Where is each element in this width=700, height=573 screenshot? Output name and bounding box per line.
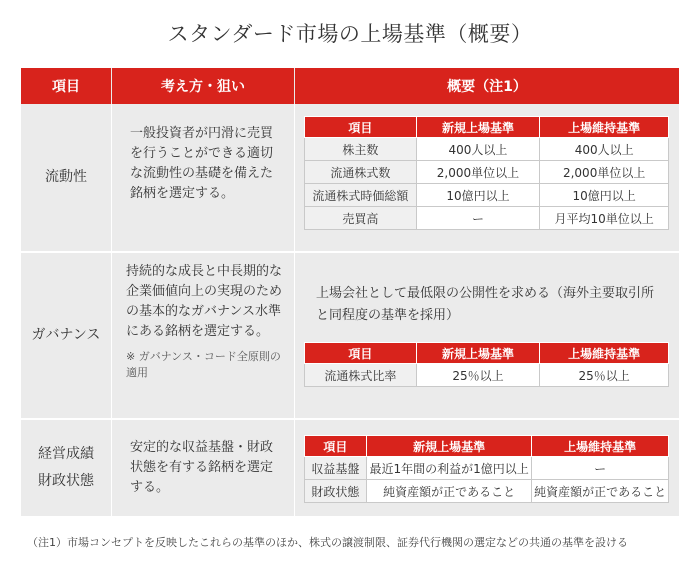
table-cell: 流通株式数 — [305, 161, 417, 184]
table-cell: 10億円以上 — [540, 184, 669, 207]
governance-summary: 上場会社として最低限の公開性を求める（海外主要取引所と同程度の基準を採用） — [316, 286, 655, 324]
table-cell: 流通株式比率 — [305, 364, 417, 387]
header-overview: 概要（注1） — [295, 68, 679, 104]
table-cell: 財政状態 — [305, 480, 367, 503]
table-row — [305, 184, 669, 207]
table-cell: 純資産額が正であること — [532, 480, 669, 503]
table-cell: 株主数 — [305, 138, 417, 161]
performance-criteria-table — [304, 435, 669, 503]
footnote: （注1）市場コンセプトを反映したこれらの基準のほか、株式の譲渡制限、証券代行機関の選定などの共通の基準を設ける — [27, 536, 628, 549]
table-header-cell: 新規上場基準 — [366, 436, 532, 457]
table-cell: 25％以上 — [416, 364, 540, 387]
row-divider — [21, 251, 679, 253]
row-divider — [21, 418, 679, 420]
table-cell: 25％以上 — [540, 364, 669, 387]
header-concept: 考え方・狙い — [112, 68, 294, 104]
table-header-cell: 新規上場基準 — [416, 117, 540, 138]
table-cell: 最近1年間の利益が1億円以上 — [366, 457, 532, 480]
table-header-cell: 上場維持基準 — [540, 117, 669, 138]
governance-description-block — [126, 262, 286, 382]
table-cell: 400人以上 — [540, 138, 669, 161]
governance-description: 持続的な成長と中長期的な企業価値向上の実現のための基本的なガバナンス水準にある銘柄を選定する。 — [126, 264, 283, 340]
row-label-line: 財政状態 — [38, 473, 94, 489]
table-header-cell: 項目 — [305, 117, 417, 138]
governance-criteria-table — [304, 342, 669, 387]
page-title: スタンダード市場の上場基準（概要） — [167, 22, 533, 46]
table-header-cell: 上場維持基準 — [532, 436, 669, 457]
table-cell: 2,000単位以上 — [416, 161, 540, 184]
table-header-row — [305, 117, 669, 138]
table-header-row — [305, 343, 669, 364]
column-divider — [111, 104, 112, 516]
table-header-cell: 項目 — [305, 343, 417, 364]
row-label-governance: ガバナンス — [31, 327, 101, 344]
header-item: 項目 — [21, 68, 111, 104]
table-cell: ー — [416, 207, 540, 230]
table-row — [305, 480, 669, 503]
table-cell: 月平均10単位以上 — [540, 207, 669, 230]
table-cell: 400人以上 — [416, 138, 540, 161]
table-cell: 2,000単位以上 — [540, 161, 669, 184]
table-row — [305, 161, 669, 184]
table-row — [305, 138, 669, 161]
table-row — [305, 364, 669, 387]
table-cell: 収益基盤 — [305, 457, 367, 480]
liquidity-description: 一般投資者が円滑に売買を行うことができる適切な流動性の基礎を備えた銘柄を選定する。 — [130, 126, 274, 202]
table-header-cell: 上場維持基準 — [540, 343, 669, 364]
liquidity-criteria-table — [304, 116, 669, 230]
table-cell: 10億円以上 — [416, 184, 540, 207]
table-cell: 流通株式時価総額 — [305, 184, 417, 207]
column-divider — [294, 104, 295, 516]
table-cell: 売買高 — [305, 207, 417, 230]
table-header-cell: 新規上場基準 — [416, 343, 540, 364]
table-header-cell: 項目 — [305, 436, 367, 457]
table-row — [305, 207, 669, 230]
table-cell: ー — [532, 457, 669, 480]
table-header-row — [305, 436, 669, 457]
table-row — [305, 457, 669, 480]
row-label-performance — [21, 420, 111, 516]
row-label-liquidity: 流動性 — [45, 169, 87, 186]
performance-description: 安定的な収益基盤・財政状態を有する銘柄を選定する。 — [130, 440, 274, 496]
governance-note: ※ ガバナンス・コード全原則の適用 — [126, 349, 281, 380]
table-cell: 純資産額が正であること — [366, 480, 532, 503]
row-label-line: 経営成績 — [38, 446, 94, 463]
